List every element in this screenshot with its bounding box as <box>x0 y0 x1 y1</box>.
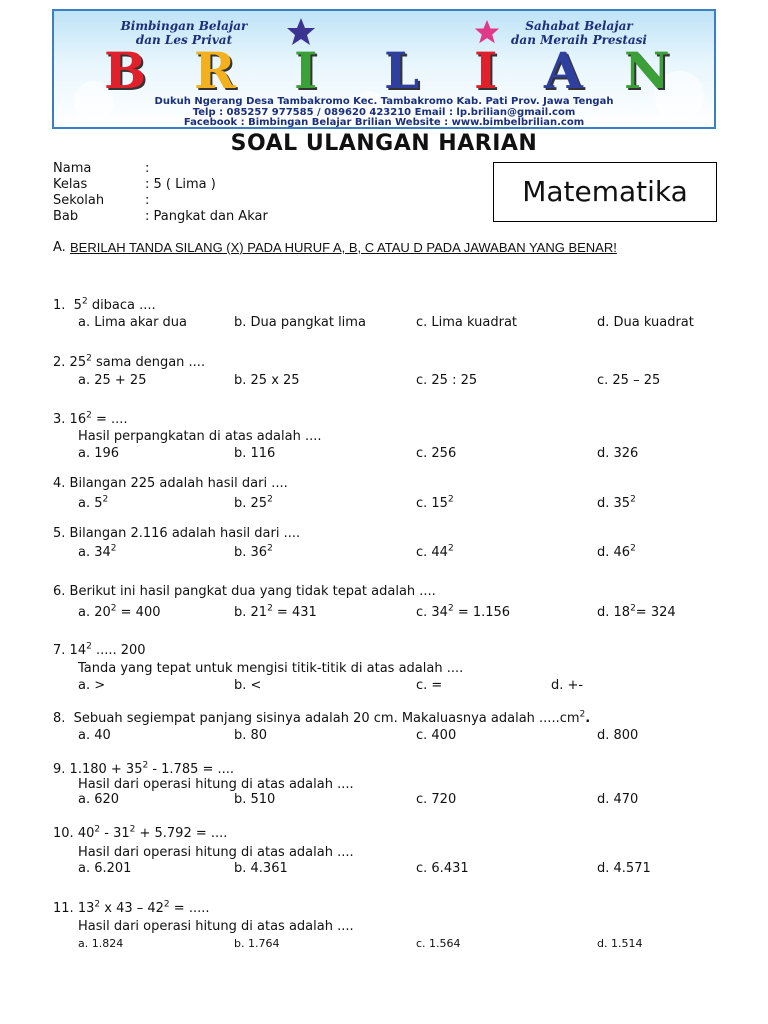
question-text: Bilangan 2.116 adalah hasil dari .... <box>69 526 301 541</box>
option-b: b. 80 <box>234 728 268 743</box>
banner-left-line-2: dan Les Privat <box>135 33 233 47</box>
brand-letter: N <box>624 41 670 100</box>
question-text: 1.180 + 35 <box>69 762 143 777</box>
question-text: = .... <box>91 412 128 427</box>
option-c <box>416 544 454 561</box>
option-text: b. 36 <box>234 545 268 560</box>
question-text: Sebuah segiempat panjang sisinya adalah 20 cm. Makaluasnya adalah .....cm <box>73 711 580 726</box>
info-value: : Pangkat dan Akar <box>145 209 268 224</box>
option-a: a. > <box>78 678 106 693</box>
info-label: Bab <box>53 209 79 224</box>
question-base: 5 <box>73 298 82 313</box>
question-number: 6. <box>53 584 66 599</box>
banner-right-line-2: dan Meraih Prestasi <box>511 33 647 47</box>
option-text: a. 5 <box>78 496 103 511</box>
option-b: b. 25 x 25 <box>234 373 300 388</box>
question-exponent: 2 <box>81 296 88 307</box>
question-7 <box>53 642 146 659</box>
option-text: b. 25 <box>234 496 268 511</box>
question-number: 11. <box>53 901 74 916</box>
option-d: d. Dua kuadrat <box>597 315 694 330</box>
option-exponent: 2 <box>110 543 117 554</box>
banner-contact: Telp : 085257 977585 / 089620 423210 Email : lp.brilian@gmail.com <box>192 107 576 118</box>
question-base: 14 <box>69 643 87 658</box>
option-text: d. 18 <box>597 605 631 620</box>
question-text: x 43 – 42 <box>100 901 164 916</box>
option-c: c. 720 <box>416 792 457 807</box>
option-exponent: 2 <box>267 603 273 614</box>
option-a: a. 1.824 <box>78 937 124 950</box>
info-label: Kelas <box>53 177 88 192</box>
instruction-text: BERILAH TANDA SILANG (X) PADA HURUF A, B, C ATAU D PADA JAWABAN YANG BENAR! <box>70 240 617 255</box>
option-a <box>78 544 117 561</box>
option-d: d. 4.571 <box>597 861 651 876</box>
info-row-kelas <box>53 177 268 193</box>
question-number: 2. <box>53 355 66 370</box>
option-b: b. Dua pangkat lima <box>234 315 366 330</box>
header-banner <box>52 9 716 129</box>
question-8 <box>53 710 590 727</box>
question-subtext: Hasil perpangkatan di atas adalah .... <box>78 429 322 444</box>
question-text: ..... 200 <box>91 643 146 658</box>
question-2 <box>53 354 205 371</box>
option-exponent: 2 <box>267 543 273 554</box>
question-exponent: 2 <box>94 899 101 910</box>
option-result: = 1.156 <box>453 605 511 620</box>
option-text: d. 35 <box>597 496 631 511</box>
question-number: 9. <box>53 762 66 777</box>
question-number: 8. <box>53 711 66 726</box>
question-exponent: 2 <box>86 410 92 421</box>
question-number: 4. <box>53 476 66 491</box>
info-label: Nama <box>53 161 92 176</box>
option-exponent: 2 <box>630 543 636 554</box>
option-text: b. 21 <box>234 605 268 620</box>
option-a: a. 620 <box>78 792 120 807</box>
option-b <box>234 544 273 561</box>
instruction-letter: A. <box>53 240 66 255</box>
option-d: d. +- <box>551 678 584 693</box>
student-info <box>53 161 268 225</box>
question-text: Berikut ini hasil pangkat dua yang tidak tepat adalah .... <box>69 584 436 599</box>
question-number: 5. <box>53 526 66 541</box>
option-b <box>234 495 273 512</box>
info-row-nama <box>53 161 268 177</box>
option-result: = 400 <box>116 605 161 620</box>
option-a: a. Lima akar dua <box>78 315 188 330</box>
question-3 <box>53 411 128 428</box>
option-d: d. 800 <box>597 728 639 743</box>
option-d: c. 25 – 25 <box>597 373 661 388</box>
question-exponent: 2 <box>94 824 101 835</box>
question-1 <box>53 297 156 314</box>
question-text: - 1.785 = .... <box>148 762 235 777</box>
option-a: a. 40 <box>78 728 111 743</box>
question-text: = ..... <box>169 901 210 916</box>
question-subtext: Hasil dari operasi hitung di atas adalah .... <box>78 777 354 792</box>
question-exponent: 2 <box>129 824 136 835</box>
question-exponent: 2 <box>142 760 149 771</box>
question-10 <box>53 825 227 842</box>
option-text: d. 46 <box>597 545 631 560</box>
info-value: : 5 ( Lima ) <box>145 177 216 192</box>
question-exponent: 2 <box>86 641 92 652</box>
question-11 <box>53 900 209 917</box>
option-exponent: 2 <box>267 494 273 505</box>
question-6 <box>53 583 436 600</box>
option-c <box>416 604 510 621</box>
option-result: = 431 <box>272 605 317 620</box>
option-c: c. 400 <box>416 728 457 743</box>
option-c: c. 6.431 <box>416 861 469 876</box>
option-b: b. 1.764 <box>234 937 280 950</box>
question-text: + 5.792 = .... <box>135 826 228 841</box>
question-subtext: Hasil dari operasi hitung di atas adalah .... <box>78 919 354 934</box>
brand-letter: R <box>194 41 236 100</box>
option-result: = 324 <box>635 605 676 620</box>
option-d <box>597 604 676 621</box>
brand-letter: L <box>384 41 420 100</box>
banner-social: Facebook : Bimbingan Belajar Brilian Website : www.bimbelbrilian.com <box>183 117 585 128</box>
question-number: 1. <box>53 298 66 313</box>
question-subtext: Tanda yang tepat untuk mengisi titik-titik di atas adalah .... <box>78 661 464 676</box>
subject-box: Matematika <box>493 162 717 222</box>
option-text: c. 34 <box>416 605 448 620</box>
option-d: d. 470 <box>597 792 639 807</box>
question-base: 16 <box>69 412 87 427</box>
info-row-sekolah <box>53 193 268 209</box>
option-text: a. 34 <box>78 545 111 560</box>
option-c: c. = <box>416 678 443 693</box>
question-5 <box>53 525 300 542</box>
option-a: a. 25 + 25 <box>78 373 147 388</box>
option-c: c. Lima kuadrat <box>416 315 518 330</box>
banner-address: Dukuh Ngerang Desa Tambakromo Kec. Tambakromo Kab. Pati Prov. Jawa Tengah <box>154 96 614 107</box>
option-d <box>597 495 636 512</box>
question-tail: . <box>585 711 591 726</box>
option-b: b. 4.361 <box>234 861 288 876</box>
option-exponent: 2 <box>447 603 454 614</box>
option-c: c. 256 <box>416 446 457 461</box>
question-number: 7. <box>53 643 66 658</box>
question-subtext: Hasil dari operasi hitung di atas adalah .... <box>78 845 354 860</box>
option-a <box>78 604 161 621</box>
question-base: 25 <box>69 355 87 370</box>
option-c: c. 25 : 25 <box>416 373 478 388</box>
info-row-bab <box>53 209 268 225</box>
option-exponent: 2 <box>630 494 636 505</box>
option-exponent: 2 <box>102 494 109 505</box>
option-text: c. 44 <box>416 545 448 560</box>
question-number: 3. <box>53 412 66 427</box>
option-exponent: 2 <box>447 494 454 505</box>
info-value: : <box>145 193 150 208</box>
brand-letter: I <box>294 41 318 100</box>
question-text: dibaca .... <box>87 298 156 313</box>
question-text: 40 <box>77 826 95 841</box>
option-b: b. < <box>234 678 262 693</box>
option-text: c. 15 <box>416 496 448 511</box>
option-text: a. 20 <box>78 605 111 620</box>
question-number: 10. <box>53 826 74 841</box>
option-exponent: 2 <box>630 603 636 614</box>
option-c: c. 1.564 <box>416 937 461 950</box>
info-value: : <box>145 161 150 176</box>
option-a <box>78 495 108 512</box>
option-b: b. 510 <box>234 792 276 807</box>
question-exponent: 2 <box>86 353 92 364</box>
question-text: - 31 <box>100 826 130 841</box>
brand-letter: B <box>104 41 147 100</box>
option-b <box>234 604 317 621</box>
banner-left-line-1: Bimbingan Belajar <box>120 19 248 33</box>
option-a: a. 6.201 <box>78 861 132 876</box>
brand-letter: I <box>474 41 498 100</box>
option-exponent: 2 <box>447 543 454 554</box>
option-d <box>597 544 636 561</box>
question-4 <box>53 475 288 492</box>
option-d: d. 1.514 <box>597 937 643 950</box>
option-c <box>416 495 454 512</box>
banner-right-line-1: Sahabat Belajar <box>525 19 633 33</box>
question-text: Bilangan 225 adalah hasil dari .... <box>69 476 288 491</box>
question-exponent: 2 <box>579 709 586 720</box>
instruction <box>53 239 693 256</box>
option-exponent: 2 <box>110 603 117 614</box>
option-a: a. 196 <box>78 446 120 461</box>
question-text: 13 <box>77 901 95 916</box>
brand-logo <box>94 41 678 100</box>
info-label: Sekolah <box>53 193 105 208</box>
page-title: SOAL ULANGAN HARIAN <box>230 131 538 156</box>
brand-letter: A <box>544 41 583 100</box>
question-exponent: 2 <box>163 899 170 910</box>
option-d: d. 326 <box>597 446 639 461</box>
option-b: b. 116 <box>234 446 276 461</box>
question-text: sama dengan .... <box>91 355 206 370</box>
